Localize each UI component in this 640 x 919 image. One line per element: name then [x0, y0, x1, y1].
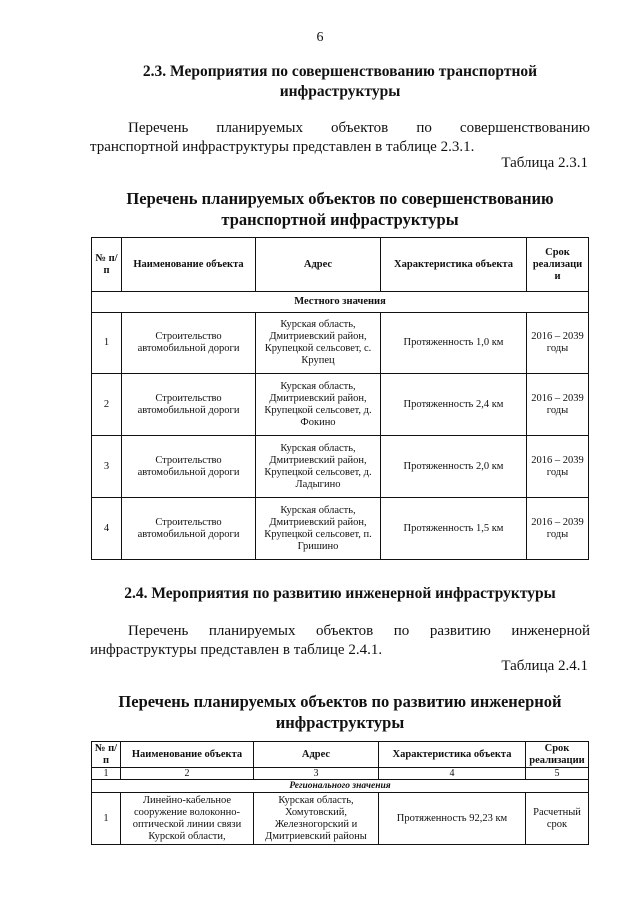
word: Перечень	[128, 120, 189, 136]
section-2-4-heading: 2.4. Мероприятия по развитию инженерной инфраструктуры	[124, 585, 556, 602]
section-2-3-heading	[90, 62, 590, 102]
word: по	[416, 120, 432, 136]
header-object-name: Наименование объекта	[122, 238, 256, 292]
section-2-4-paragraph	[90, 622, 590, 660]
row-term: 2016 – 2039 годы	[527, 498, 589, 560]
table-2-3-1-reference: Таблица 2.3.1	[501, 155, 588, 171]
section-2-3-paragraph	[90, 119, 590, 157]
row-number: 2	[92, 374, 122, 436]
header-address: Адрес	[256, 238, 381, 292]
table-row	[92, 793, 589, 845]
paragraph-second-line: транспортной инфраструктуры представлен в таблице 2.3.1.	[90, 139, 475, 155]
row-number: 3	[92, 436, 122, 498]
page-number: 6	[316, 30, 324, 45]
table-section-row	[92, 780, 589, 793]
word: планируемых	[208, 623, 296, 639]
word: Перечень	[128, 623, 189, 639]
row-number: 4	[92, 498, 122, 560]
table-section-row	[92, 292, 589, 313]
row-term: 2016 – 2039 годы	[527, 313, 589, 374]
row-characteristic: Протяженность 1,5 км	[381, 498, 527, 560]
header-characteristic: Характеристика объекта	[379, 742, 526, 768]
section-label: Местного значения	[92, 292, 589, 313]
row-object-name: Линейно-кабельное сооружение волоконно-оптической линии связи Курской области,	[121, 793, 254, 845]
row-object-name: Строительство автомобильной дороги	[122, 313, 256, 374]
title-line: Перечень планируемых объектов по совершенствованию	[126, 189, 554, 208]
paragraph-first-line	[90, 622, 590, 641]
word: совершенствованию	[459, 120, 590, 136]
row-characteristic: Протяженность 2,4 км	[381, 374, 527, 436]
column-number-row	[92, 768, 589, 780]
column-number: 2	[121, 768, 254, 780]
header-object-name: Наименование объекта	[121, 742, 254, 768]
word: по	[393, 623, 410, 639]
row-number: 1	[92, 793, 121, 845]
row-characteristic: Протяженность 2,0 км	[381, 436, 527, 498]
word: объектов	[331, 120, 389, 136]
row-number: 1	[92, 313, 122, 374]
title-line: транспортной инфраструктуры	[221, 210, 459, 229]
table-row	[92, 313, 589, 374]
table-row	[92, 498, 589, 560]
row-term: Расчетный срок	[526, 793, 589, 845]
heading-line: 2.3. Мероприятия по совершенствованию транспортной	[142, 63, 538, 80]
paragraph-second-line: инфраструктуры представлен в таблице 2.4.1.	[90, 642, 383, 658]
header-term: Срок реализаци и	[527, 238, 589, 292]
row-characteristic: Протяженность 1,0 км	[381, 313, 527, 374]
table-2-4-1	[91, 741, 589, 845]
row-address: Курская область, Дмитриевский район, Крупецкой сельсовет, п. Гришино	[256, 498, 381, 560]
section-label: Регионального значения	[92, 780, 589, 793]
table-2-3-1	[91, 237, 589, 560]
row-address: Курская область, Хомутовский, Железногорский и Дмитриевский районы	[254, 793, 379, 845]
table-row	[92, 374, 589, 436]
header-number: № п/п	[92, 742, 121, 768]
word: инженерной	[511, 623, 590, 639]
column-number: 4	[379, 768, 526, 780]
word: развитию	[429, 623, 491, 639]
row-address: Курская область, Дмитриевский район, Крупецкой сельсовет, с. Крупец	[256, 313, 381, 374]
column-number: 5	[526, 768, 589, 780]
header-number: № п/п	[92, 238, 122, 292]
header-term: Срок реализации	[526, 742, 589, 768]
column-number: 3	[254, 768, 379, 780]
column-number: 1	[92, 768, 121, 780]
row-object-name: Строительство автомобильной дороги	[122, 436, 256, 498]
title-line: Перечень планируемых объектов по развитию инженерной	[118, 692, 562, 711]
paragraph-first-line	[90, 119, 590, 138]
table-2-3-1-title	[90, 188, 590, 230]
row-term: 2016 – 2039 годы	[527, 436, 589, 498]
title-line: инфраструктуры	[275, 713, 405, 732]
row-characteristic: Протяженность 92,23 км	[379, 793, 526, 845]
row-address: Курская область, Дмитриевский район, Крупецкой сельсовет, д. Ладыгино	[256, 436, 381, 498]
table-2-4-1-title	[90, 691, 590, 733]
word: планируемых	[216, 120, 303, 136]
table-header-row	[92, 742, 589, 768]
header-characteristic: Характеристика объекта	[381, 238, 527, 292]
row-object-name: Строительство автомобильной дороги	[122, 374, 256, 436]
row-object-name: Строительство автомобильной дороги	[122, 498, 256, 560]
row-term: 2016 – 2039 годы	[527, 374, 589, 436]
table-row	[92, 436, 589, 498]
heading-line: инфраструктуры	[279, 83, 401, 100]
word: объектов	[316, 623, 374, 639]
row-address: Курская область, Дмитриевский район, Крупецкой сельсовет, д. Фокино	[256, 374, 381, 436]
table-header-row	[92, 238, 589, 292]
table-2-4-1-reference: Таблица 2.4.1	[501, 658, 588, 674]
header-address: Адрес	[254, 742, 379, 768]
